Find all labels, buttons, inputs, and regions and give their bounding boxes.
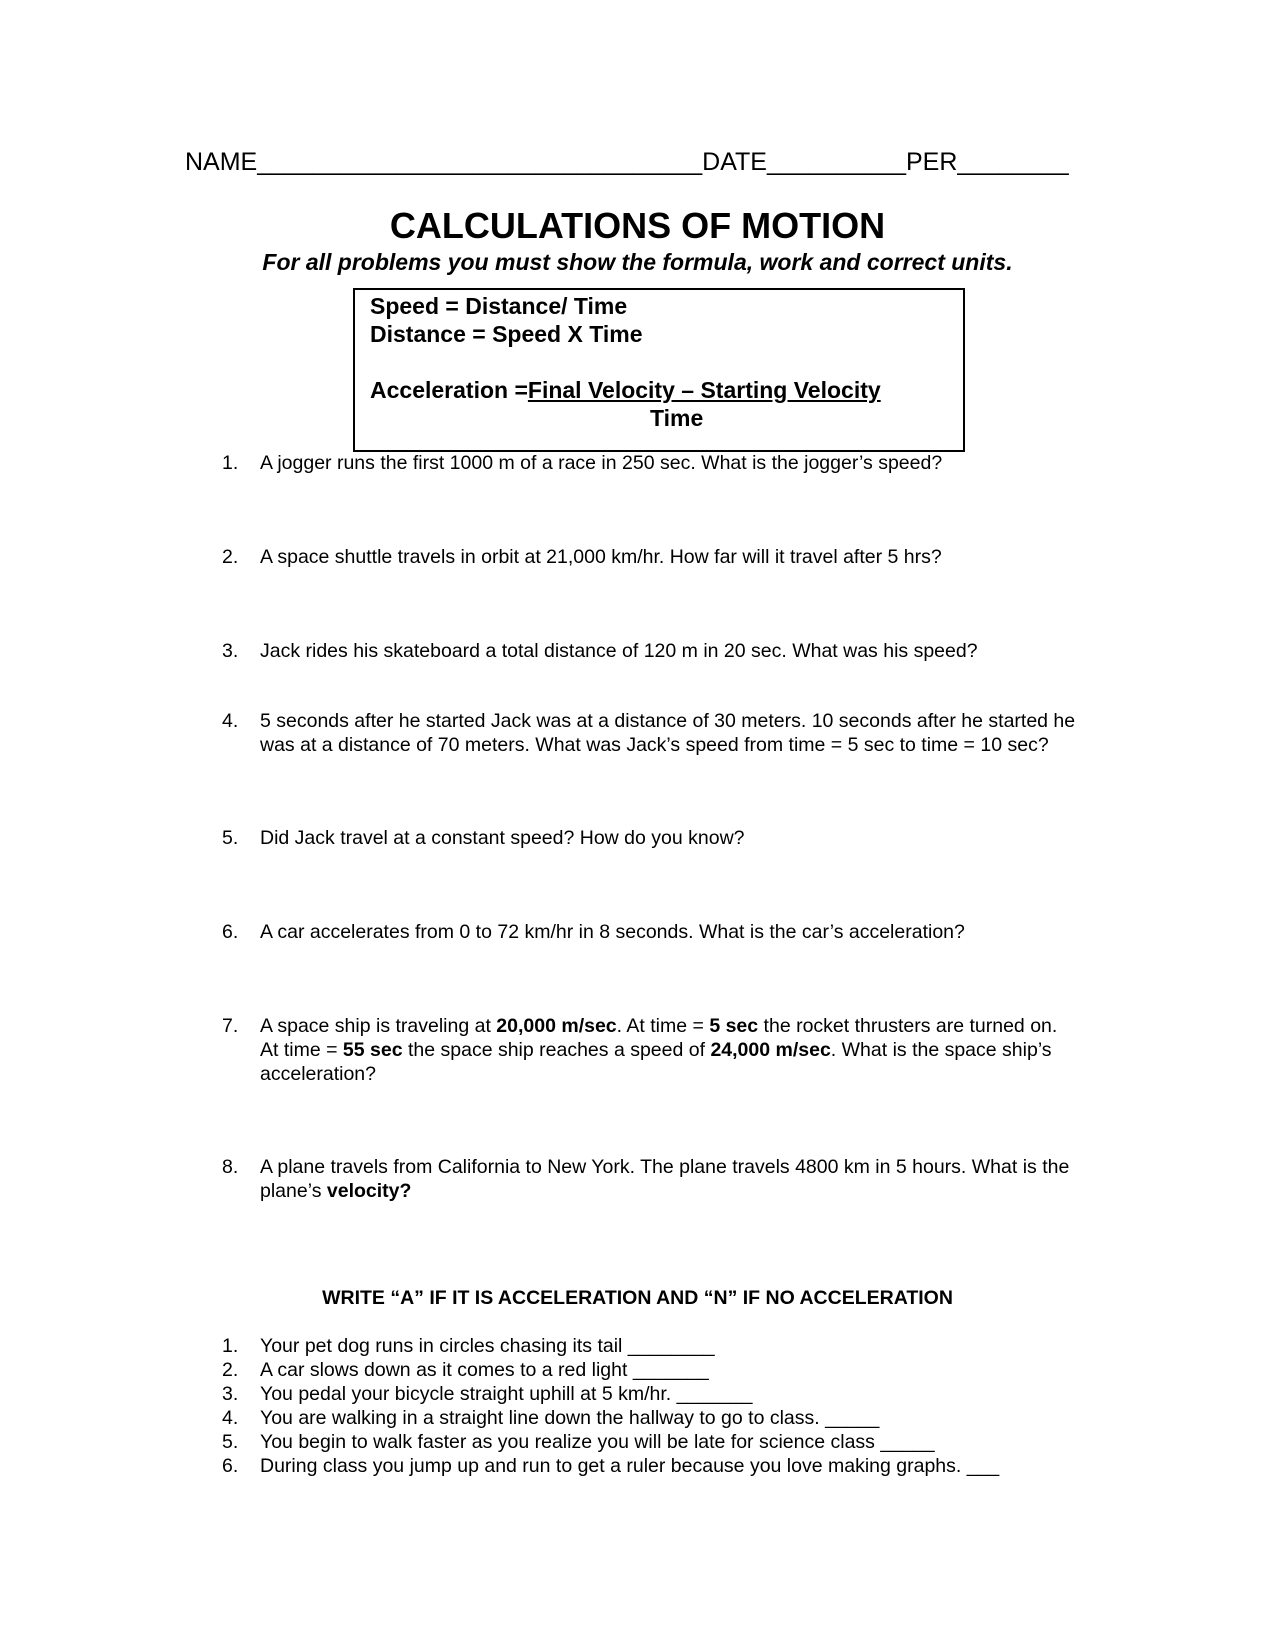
item-number: 3. xyxy=(222,1383,239,1405)
item-number: 4. xyxy=(222,1407,239,1429)
question-number: 1. xyxy=(222,452,239,474)
question-number: 8. xyxy=(222,1156,239,1178)
question-number: 3. xyxy=(222,640,239,662)
question-text: A space shuttle travels in orbit at 21,000 km/hr. How far will it travel after 5 hrs? xyxy=(260,546,942,568)
question-text: A car accelerates from 0 to 72 km/hr in 8 seconds. What is the car’s acceleration? xyxy=(260,921,965,943)
question-text: Jack rides his skateboard a total distance of 120 m in 20 sec. What was his speed? xyxy=(260,640,978,662)
item-number: 6. xyxy=(222,1455,239,1477)
acceleration-formula xyxy=(370,377,881,404)
item-text: You pedal your bicycle straight uphill at 5 km/hr. _______ xyxy=(260,1383,753,1405)
page-title: CALCULATIONS OF MOTION xyxy=(389,205,886,246)
acceleration-numerator: Final Velocity – Starting Velocity xyxy=(527,377,881,403)
item-number: 5. xyxy=(222,1431,239,1453)
question-text: 5 seconds after he started Jack was at a distance of 30 meters. 10 seconds after he started he was at a distance of 70 meters. What was Jack’s speed from time = 5 sec to time = 10 sec? xyxy=(260,710,1076,756)
question-text: A space ship is traveling at 20,000 m/sec. At time = 5 sec the rocket thrusters are turned on. At time = 55 sec the space ship reaches a speed of 24,000 m/sec. What is the space ship’s acceleration? xyxy=(260,1015,1058,1085)
section-title: WRITE “A” IF IT IS ACCELERATION AND “N” IF NO ACCELERATION xyxy=(322,1287,953,1309)
item-text: A car slows down as it comes to a red light _______ xyxy=(260,1359,709,1381)
speed-formula: Speed = Distance/ Time xyxy=(370,293,628,319)
distance-formula: Distance = Speed X Time xyxy=(370,321,643,347)
question-number: 5. xyxy=(222,827,239,849)
item-number: 2. xyxy=(222,1359,239,1381)
item-text: During class you jump up and run to get a ruler because you love making graphs. ___ xyxy=(260,1455,1000,1477)
question-text: Did Jack travel at a constant speed? How do you know? xyxy=(260,827,745,849)
item-text: Your pet dog runs in circles chasing its tail ________ xyxy=(260,1335,715,1357)
question-number: 6. xyxy=(222,921,239,943)
acceleration-label: Acceleration = xyxy=(370,377,528,403)
page-subtitle: For all problems you must show the formula, work and correct units. xyxy=(262,249,1013,275)
name-date-period-line: NAME________________________________DATE__________PER________ xyxy=(185,148,1069,176)
question-text: A jogger runs the first 1000 m of a race in 250 sec. What is the jogger’s speed? xyxy=(260,452,943,474)
question-number: 2. xyxy=(222,546,239,568)
question-number: 4. xyxy=(222,710,239,732)
item-text: You begin to walk faster as you realize you will be late for science class _____ xyxy=(260,1431,935,1453)
acceleration-denominator: Time xyxy=(650,405,704,431)
question-text: A plane travels from California to New York. The plane travels 4800 km in 5 hours. What is the plane’s velocity? xyxy=(260,1156,1070,1202)
item-text: You are walking in a straight line down the hallway to go to class. _____ xyxy=(260,1407,880,1429)
item-number: 1. xyxy=(222,1335,239,1357)
question-number: 7. xyxy=(222,1015,239,1037)
